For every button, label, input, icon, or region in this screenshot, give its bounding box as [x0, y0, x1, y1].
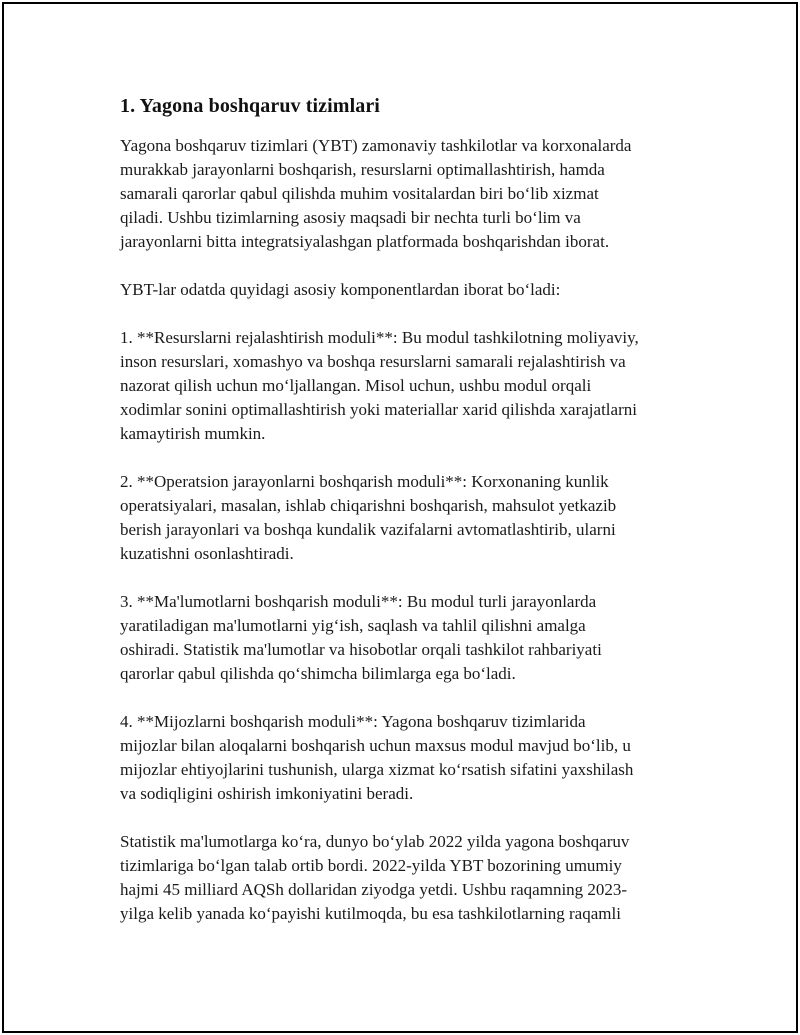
text-line: yaratiladigan ma'lumotlarni yigʻish, saqlash va tahlil qilishni amalga — [120, 616, 586, 635]
text-line: 2. **Operatsion jarayonlarni boshqarish moduli**: Korxonaning kunlik — [120, 472, 609, 491]
text-line: Statistik ma'lumotlarga koʻra, dunyo boʻylab 2022 yilda yagona boshqaruv — [120, 832, 630, 851]
text-line: 4. **Mijozlarni boshqarish moduli**: Yagona boshqaruv tizimlarida — [120, 712, 586, 731]
section-heading: 1. Yagona boshqaruv tizimlari — [120, 95, 380, 117]
document-page — [2, 2, 798, 1033]
paragraph-statistics — [120, 830, 700, 926]
text-line: kuzatishni osonlashtiradi. — [120, 544, 294, 563]
text-line: tizimlariga boʻlgan talab ortib bordi. 2022-yilda YBT bozorining umumiy — [120, 856, 622, 875]
text-line: murakkab jarayonlarni boshqarish, resurslarni optimallashtirish, hamda — [120, 160, 605, 179]
text-line: 1. **Resurslarni rejalashtirish moduli**: Bu modul tashkilotning moliyaviy, — [120, 328, 639, 347]
document-content — [120, 92, 700, 950]
text-line: oshiradi. Statistik ma'lumotlar va hisobotlar orqali tashkilot rahbariyati — [120, 640, 602, 659]
paragraph-module-3 — [120, 590, 700, 686]
text-line: nazorat qilish uchun moʻljallangan. Misol uchun, ushbu modul orqali — [120, 376, 592, 395]
text-line: mijozlar bilan aloqalarni boshqarish uchun maxsus modul mavjud boʻlib, u — [120, 736, 631, 755]
text-line: operatsiyalari, masalan, ishlab chiqarishni boshqarish, mahsulot yetkazib — [120, 496, 617, 515]
text-line: kamaytirish mumkin. — [120, 424, 266, 443]
text-line: Yagona boshqaruv tizimlari (YBT) zamonaviy tashkilotlar va korxonalarda — [120, 136, 632, 155]
text-line: hajmi 45 milliard AQSh dollaridan ziyodga yetdi. Ushbu raqamning 2023- — [120, 880, 628, 899]
text-line: 3. **Ma'lumotlarni boshqarish moduli**: Bu modul turli jarayonlarda — [120, 592, 597, 611]
text-line: xodimlar sonini optimallashtirish yoki materiallar xarid qilishda xarajatlarni — [120, 400, 637, 419]
text-line: qiladi. Ushbu tizimlarning asosiy maqsadi bir nechta turli boʻlim va — [120, 208, 581, 227]
text-line: inson resurslari, xomashyo va boshqa resurslarni samarali rejalashtirish va — [120, 352, 626, 371]
paragraph-intro — [120, 134, 700, 254]
text-line: qarorlar qabul qilishda qoʻshimcha bilimlarga ega boʻladi. — [120, 664, 516, 683]
paragraph-module-2 — [120, 470, 700, 566]
text-line: samarali qarorlar qabul qilishda muhim vositalardan biri boʻlib xizmat — [120, 184, 599, 203]
text-line: yilga kelib yanada koʻpayishi kutilmoqda, bu esa tashkilotlarning raqamli — [120, 904, 621, 923]
paragraph-module-1 — [120, 326, 700, 446]
paragraph-components-intro — [120, 278, 700, 302]
text-line: mijozlar ehtiyojlarini tushunish, ularga xizmat koʻrsatish sifatini yaxshilash — [120, 760, 634, 779]
paragraph-module-4 — [120, 710, 700, 806]
text-line: va sodiqligini oshirish imkoniyatini beradi. — [120, 784, 414, 803]
text-line: YBT-lar odatda quyidagi asosiy komponentlardan iborat boʻladi: — [120, 280, 561, 299]
text-line: jarayonlarni bitta integratsiyalashgan platformada boshqarishdan iborat. — [120, 232, 610, 251]
text-line: berish jarayonlari va boshqa kundalik vazifalarni avtomatlashtirib, ularni — [120, 520, 616, 539]
